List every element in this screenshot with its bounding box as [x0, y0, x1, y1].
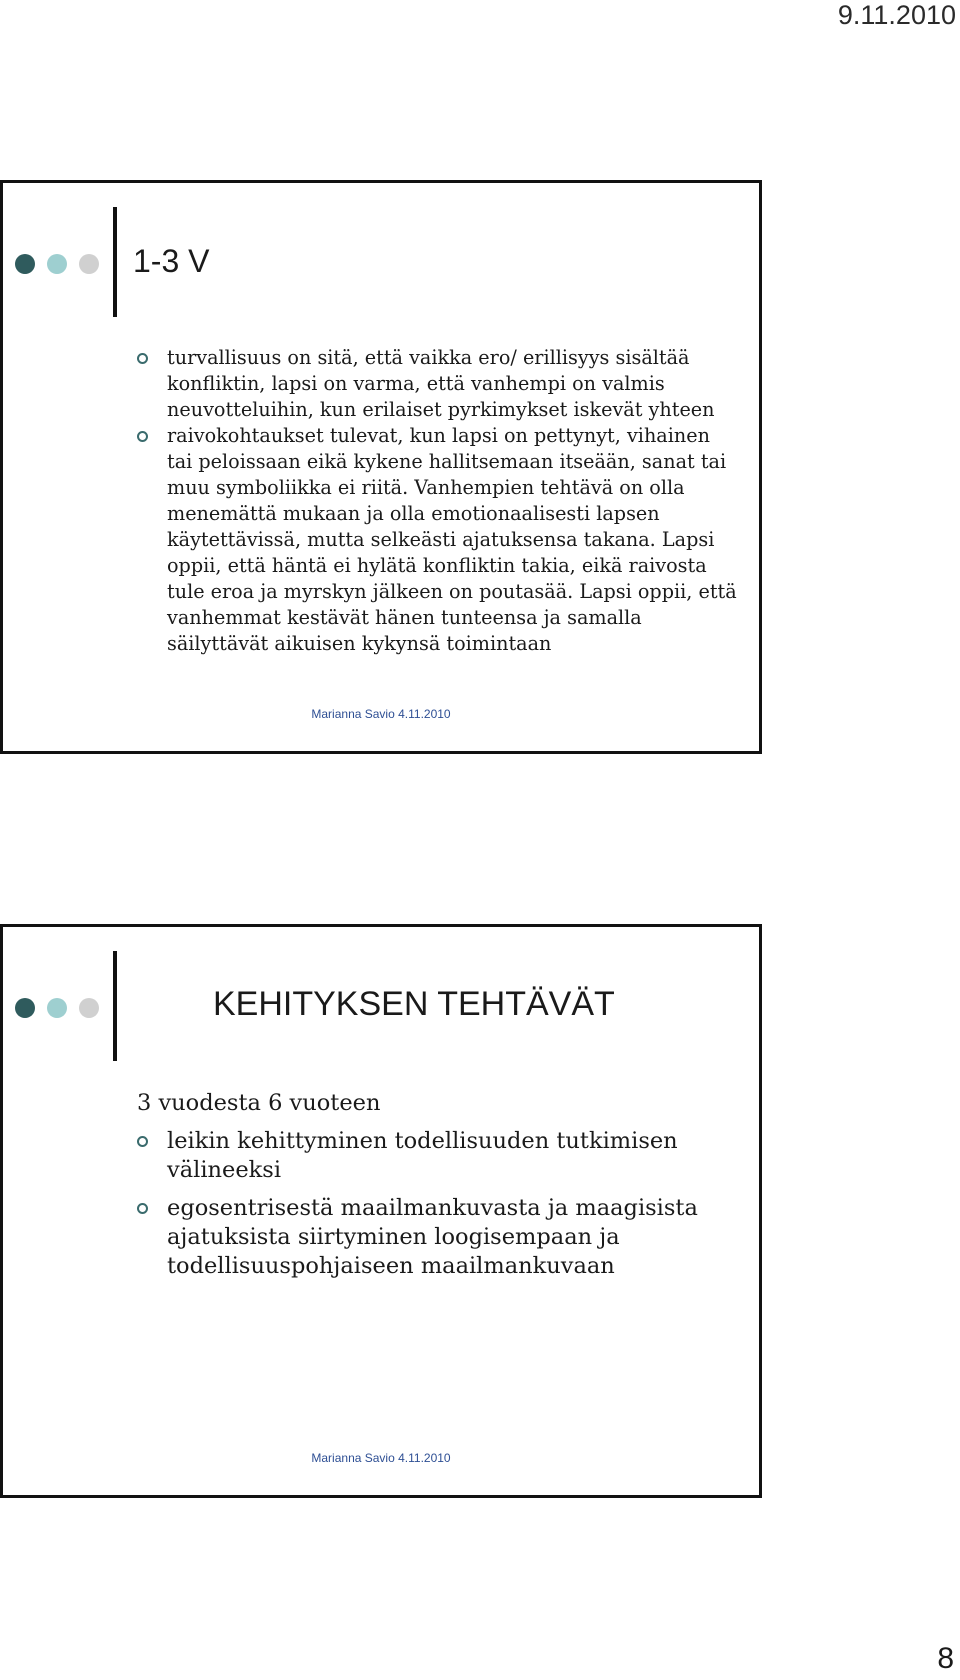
- circle-bullet-icon: [137, 431, 148, 442]
- slide-intro: 3 vuodesta 6 vuoteen: [137, 1090, 381, 1116]
- list-item: [137, 423, 737, 657]
- slide-footer: Marianna Savio 4.11.2010: [311, 1451, 451, 1465]
- title-divider: [113, 207, 117, 317]
- slide-title: 1-3 V: [133, 243, 210, 279]
- grey-dot-icon: [79, 254, 99, 274]
- slide-decoration-dots: [15, 254, 105, 276]
- list-item: [137, 1127, 737, 1185]
- title-divider: [113, 951, 117, 1061]
- dark-dot-icon: [15, 254, 35, 274]
- bullet-text: leikin kehittyminen todellisuuden tutkimisen välineeksi: [167, 1128, 678, 1183]
- bullet-list: [137, 1127, 737, 1290]
- light-dot-icon: [47, 998, 67, 1018]
- bullet-list: [137, 345, 737, 657]
- light-dot-icon: [47, 254, 67, 274]
- bullet-text: raivokohtaukset tulevat, kun lapsi on pettynyt, vihainen tai peloissaan eikä kykene hallitsemaan itseään, sanat tai muu symboliikka ei riitä. Vanhempien tehtävä on olla menemättä mukaan ja olla emotionaalisesti lapsen käytettävissä, mutta selkeästi ajatuksensa takana. Lapsi oppii, että häntä ei hylätä konfliktin takia, eikä raivosta tule eroa ja myrskyn jälkeen on poutasää. Lapsi oppii, että vanhemmat kestävät hänen tunteensa ja samalla säilyttävät aikuisen kykynsä toimintaan: [167, 424, 737, 655]
- circle-bullet-icon: [137, 1203, 148, 1214]
- grey-dot-icon: [79, 998, 99, 1018]
- circle-bullet-icon: [137, 353, 148, 364]
- header-date: 9.11.2010: [837, 0, 956, 30]
- bullet-text: egosentrisestä maailmankuvasta ja maagisista ajatuksista siirtyminen loogisempaan ja todellisuuspohjaiseen maailmankuvaan: [167, 1195, 698, 1279]
- slide-footer: Marianna Savio 4.11.2010: [311, 707, 451, 721]
- slide-1: [0, 180, 762, 754]
- list-item: [137, 1194, 737, 1281]
- list-item: [137, 345, 737, 423]
- slide-title: KEHITYKSEN TEHTÄVÄT: [213, 985, 615, 1023]
- circle-bullet-icon: [137, 1136, 148, 1147]
- bullet-text: turvallisuus on sitä, että vaikka ero/ erillisyys sisältää konfliktin, lapsi on varma, että vanhempi on valmis neuvotteluihin, kun erilaiset pyrkimykset iskevät yhteen: [167, 346, 715, 421]
- dark-dot-icon: [15, 998, 35, 1018]
- page-number: 8: [937, 1642, 954, 1675]
- slide-2: [0, 924, 762, 1498]
- slide-decoration-dots: [15, 998, 105, 1020]
